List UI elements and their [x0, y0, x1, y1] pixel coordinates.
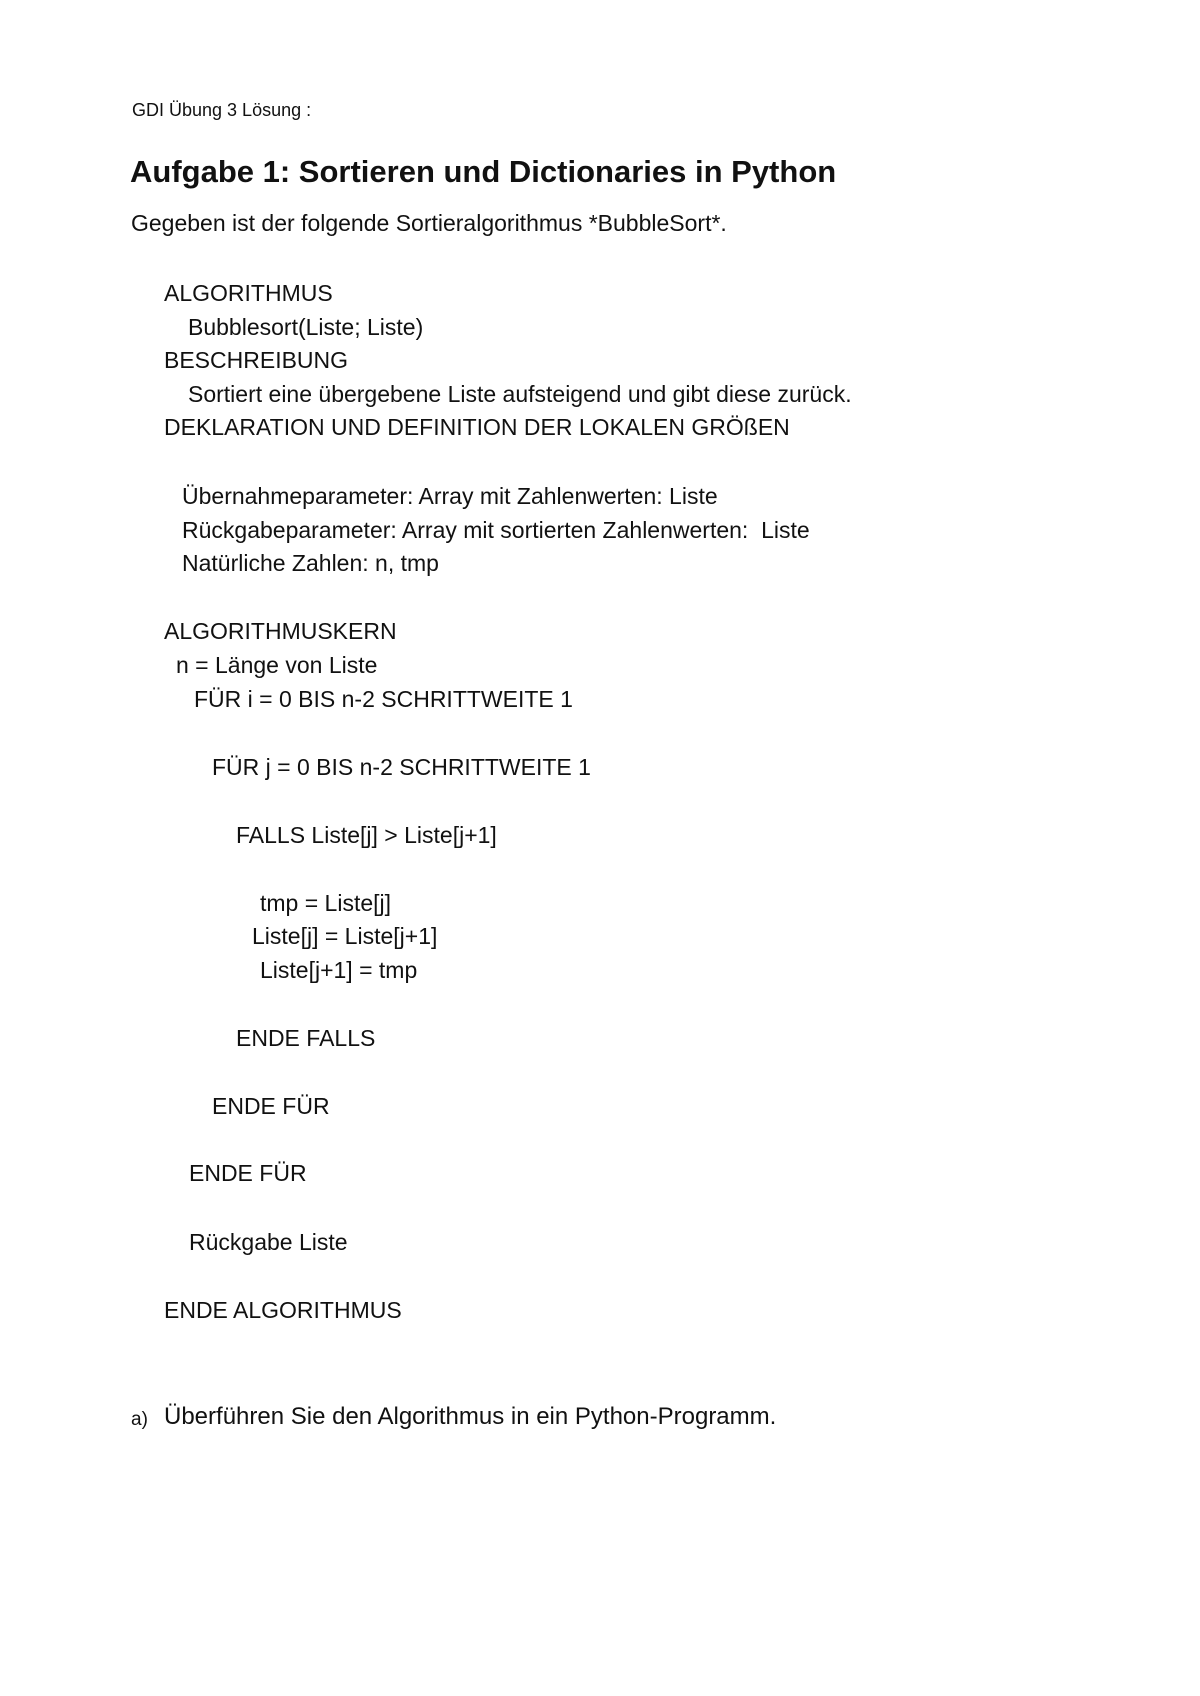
swap-line-3: Liste[j+1] = tmp	[260, 957, 418, 983]
task-a-marker: a)	[131, 1409, 148, 1430]
description-text: Sortiert eine übergebene Liste aufsteigend und gibt diese zurück.	[188, 381, 852, 407]
outer-loop: FÜR i = 0 BIS n-2 SCHRITTWEITE 1	[194, 686, 573, 712]
end-outer-loop: ENDE FÜR	[189, 1160, 307, 1186]
exercise-title: Aufgabe 1: Sortieren und Dictionaries in Python	[130, 154, 837, 189]
end-algorithm: ENDE ALGORITHMUS	[164, 1297, 402, 1323]
n-assignment: n = Länge von Liste	[176, 652, 378, 678]
end-inner-loop: ENDE FÜR	[212, 1093, 330, 1119]
declaration-naturals: Natürliche Zahlen: n, tmp	[182, 550, 439, 576]
return-statement: Rückgabe Liste	[189, 1229, 348, 1255]
algorithm-label: ALGORITHMUS	[164, 280, 333, 306]
intro-text: Gegeben ist der folgende Sortieralgorithmus *BubbleSort*.	[131, 210, 727, 236]
declaration-input-param: Übernahmeparameter: Array mit Zahlenwerten: Liste	[182, 483, 718, 509]
if-condition: FALLS Liste[j] > Liste[j+1]	[236, 822, 497, 848]
swap-line-1: tmp = Liste[j]	[260, 890, 392, 916]
declaration-output-param: Rückgabeparameter: Array mit sortierten Zahlenwerten: Liste	[182, 517, 810, 543]
task-a-text: Überführen Sie den Algorithmus in ein Python-Programm.	[164, 1403, 777, 1430]
algorithm-signature: Bubblesort(Liste; Liste)	[188, 314, 424, 340]
declaration-label: DEKLARATION UND DEFINITION DER LOKALEN GRÖßEN	[164, 414, 790, 440]
swap-line-2: Liste[j] = Liste[j+1]	[252, 923, 438, 949]
page-header: GDI Übung 3 Lösung :	[132, 100, 312, 120]
inner-loop: FÜR j = 0 BIS n-2 SCHRITTWEITE 1	[212, 754, 591, 780]
algorithm-core-label: ALGORITHMUSKERN	[164, 618, 397, 644]
description-label: BESCHREIBUNG	[164, 347, 349, 373]
end-if: ENDE FALLS	[236, 1025, 376, 1051]
